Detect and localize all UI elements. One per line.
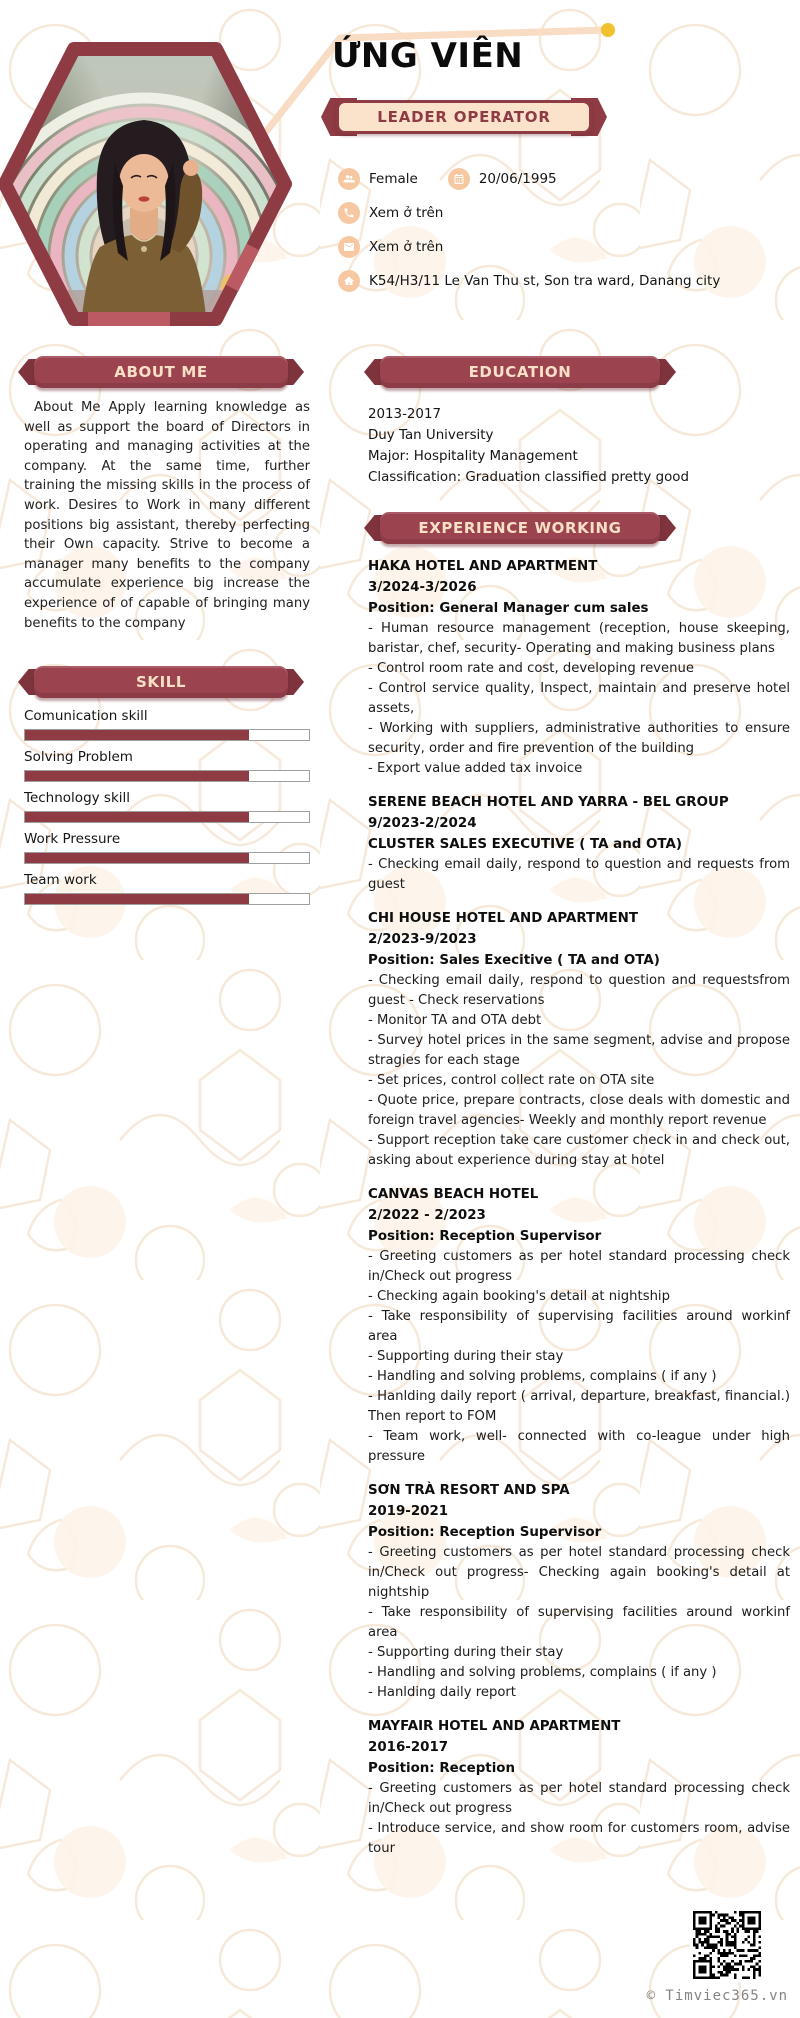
job-duty: - Hanlding daily report	[368, 1685, 516, 1700]
phone-icon	[338, 202, 360, 224]
skill-label: Solving Problem	[24, 749, 133, 765]
job-period: 2019-2021	[368, 1504, 449, 1519]
job-duty: - Monitor TA and OTA debt	[368, 1013, 542, 1028]
skill-bar-fill	[25, 853, 249, 863]
education-major: Major: Hospitality Management	[368, 449, 578, 464]
job-duty: - Support reception take care customer check in and check out, asking about experience during stay at hotel	[368, 1133, 790, 1168]
candidate-name: ỨNG VIÊN	[332, 36, 524, 76]
skill-item	[24, 872, 310, 905]
job-duty: - Control service quality, Inspect, maintain and preserve hotel assets,	[368, 681, 790, 716]
job-duty: - Supporting during their stay	[368, 1645, 564, 1660]
phone-value: Xem ở trên	[369, 205, 444, 221]
skill-item	[24, 749, 310, 782]
job-duty: - Supporting during their stay	[368, 1349, 564, 1364]
education-block	[368, 404, 788, 488]
skill-bar-fill	[25, 894, 249, 904]
experience-heading: EXPERIENCE WORKING	[418, 519, 622, 537]
skill-bar-track	[24, 729, 310, 741]
job-company: CHI HOUSE HOTEL AND APARTMENT	[368, 911, 638, 926]
qr-code	[690, 1908, 764, 1982]
skill-bar-fill	[25, 812, 249, 822]
job-title-badge	[336, 100, 592, 134]
skill-bar-track	[24, 811, 310, 823]
skill-item	[24, 790, 310, 823]
job-duties	[368, 1247, 790, 1467]
education-heading: EDUCATION	[468, 363, 572, 381]
skill-item	[24, 708, 310, 741]
job-entry	[368, 1716, 790, 1859]
email-value: Xem ở trên	[369, 239, 444, 255]
job-duty: - Quote price, prepare contracts, close deals with domestic and foreign travel agencies- Weekly and monthly report revenue	[368, 1093, 790, 1128]
email-field	[338, 236, 443, 258]
section-header-about-me	[34, 356, 288, 388]
dob-value: 20/06/1995	[478, 171, 557, 187]
section-header-education	[380, 356, 660, 388]
job-duties	[368, 971, 790, 1171]
section-header-skill	[34, 666, 288, 698]
job-entry	[368, 908, 790, 1171]
job-duty: - Checking email daily, respond to question and requests from guest	[368, 857, 790, 892]
job-duty: - Greeting customers as per hotel standard processing check in/Check out progress- Checking again booking's detail at nightship	[368, 1545, 790, 1600]
job-company: CANVAS BEACH HOTEL	[368, 1187, 539, 1202]
job-duty: - Team work, well- connected with co-league under high pressure	[368, 1429, 790, 1464]
job-duty: - Working with suppliers, administrative authorities to ensure security, order and fire prevention of the building	[368, 721, 790, 756]
job-period: 2/2023-9/2023	[368, 932, 477, 947]
dob-field	[448, 168, 557, 190]
skill-bar-track	[24, 852, 310, 864]
address-value: K54/H3/11 Le Van Thu st, Son tra ward, Danang city	[369, 273, 721, 289]
skill-label: Technology skill	[24, 790, 131, 806]
skill-bar-track	[24, 770, 310, 782]
job-period: 9/2023-2/2024	[368, 816, 477, 831]
about-text: About Me Apply learning knowledge as well as support the board of Directors in operating and managing activities at the company. At the same time, further training the missing skills in the process of work. Desires to Work in many different positions big assistant, thereby perfecting their Own capacity. Strive to become a manager many benefits to the company accumulate experience big increase the experience of of capable of bringing many benefits to the company	[24, 400, 310, 631]
job-position: Position: Reception	[368, 1761, 516, 1776]
job-entry	[368, 1184, 790, 1467]
job-duties	[368, 619, 790, 779]
skill-heading: SKILL	[135, 673, 187, 691]
job-duty: - Human resource management (reception, house skeeping, baristar, chef, security- Operating and making business plans	[368, 621, 790, 656]
job-list	[368, 556, 790, 1872]
job-duty: - Handling and solving problems, complains ( if any )	[368, 1369, 717, 1384]
job-duty: - Take responsibility of supervising facilities around workinf area	[368, 1309, 790, 1344]
personal-info	[338, 168, 720, 292]
section-header-experience	[380, 512, 660, 544]
phone-field	[338, 202, 443, 224]
education-classification: Classification: Graduation classified pretty good	[368, 470, 689, 485]
job-entry	[368, 556, 790, 779]
job-period: 2/2022 - 2/2023	[368, 1208, 486, 1223]
job-duty: - Introduce service, and show room for customers room, advise tour	[368, 1821, 790, 1856]
job-duties	[368, 855, 790, 895]
job-position: Position: Sales Execitive ( TA and OTA)	[368, 953, 660, 968]
badge-panel	[336, 100, 592, 134]
job-duty: - Greeting customers as per hotel standard processing check in/Check out progress	[368, 1249, 790, 1284]
education-school: Duy Tan University	[368, 428, 494, 443]
job-entry	[368, 1480, 790, 1703]
job-title-text: LEADER OPERATOR	[377, 108, 551, 126]
job-duty: - Checking email daily, respond to question and requestsfrom guest - Check reservations	[368, 973, 790, 1008]
education-period: 2013-2017	[368, 407, 441, 422]
job-entry	[368, 792, 790, 895]
job-position: CLUSTER SALES EXECUTIVE ( TA and OTA)	[368, 837, 682, 852]
job-position: Position: Reception Supervisor	[368, 1229, 602, 1244]
calendar-icon	[448, 168, 470, 190]
job-duty: - Set prices, control collect rate on OTA site	[368, 1073, 655, 1088]
footer-credit: © Timviec365.vn	[646, 1988, 788, 2004]
gender-value: Female	[369, 171, 418, 187]
skill-bar-fill	[25, 730, 249, 740]
skill-bar-fill	[25, 771, 249, 781]
job-duty: - Take responsibility of supervising facilities around workinf area	[368, 1605, 790, 1640]
profile-photo	[0, 28, 300, 336]
skill-bar-track	[24, 893, 310, 905]
job-duties	[368, 1543, 790, 1703]
address-field	[338, 270, 720, 292]
home-icon	[338, 270, 360, 292]
about-heading: ABOUT ME	[114, 363, 208, 381]
job-duty: - Checking again booking's detail at nightship	[368, 1289, 670, 1304]
skill-label: Comunication skill	[24, 708, 148, 724]
job-company: MAYFAIR HOTEL AND APARTMENT	[368, 1719, 621, 1734]
job-duty: - Hanlding daily report ( arrival, departure, breakfast, financial.) Then report to FOM	[368, 1389, 790, 1424]
job-duty: - Survey hotel prices in the same segment, advise and propose stragies for each stage	[368, 1033, 790, 1068]
gender-field	[338, 168, 418, 190]
skill-label: Work Pressure	[24, 831, 121, 847]
envelope-icon	[338, 236, 360, 258]
job-period: 2016-2017	[368, 1740, 449, 1755]
job-company: SƠN TRÀ RESORT AND SPA	[368, 1483, 570, 1498]
job-company: SERENE BEACH HOTEL AND YARRA - BEL GROUP	[368, 795, 729, 810]
job-period: 3/2024-3/2026	[368, 580, 477, 595]
job-duty: - Export value added tax invoice	[368, 761, 583, 776]
people-icon	[338, 168, 360, 190]
job-position: Position: General Manager cum sales	[368, 601, 649, 616]
skill-label: Team work	[24, 872, 97, 888]
job-position: Position: Reception Supervisor	[368, 1525, 602, 1540]
job-company: HAKA HOTEL AND APARTMENT	[368, 559, 598, 574]
job-duties	[368, 1779, 790, 1859]
skill-list	[24, 708, 310, 905]
job-duty: - Handling and solving problems, complains ( if any )	[368, 1665, 717, 1680]
job-duty: - Control room rate and cost, developing revenue	[368, 661, 694, 676]
yellow-dot	[601, 23, 615, 37]
skill-item	[24, 831, 310, 864]
job-duty: - Greeting customers as per hotel standard processing check in/Check out progress	[368, 1781, 790, 1816]
